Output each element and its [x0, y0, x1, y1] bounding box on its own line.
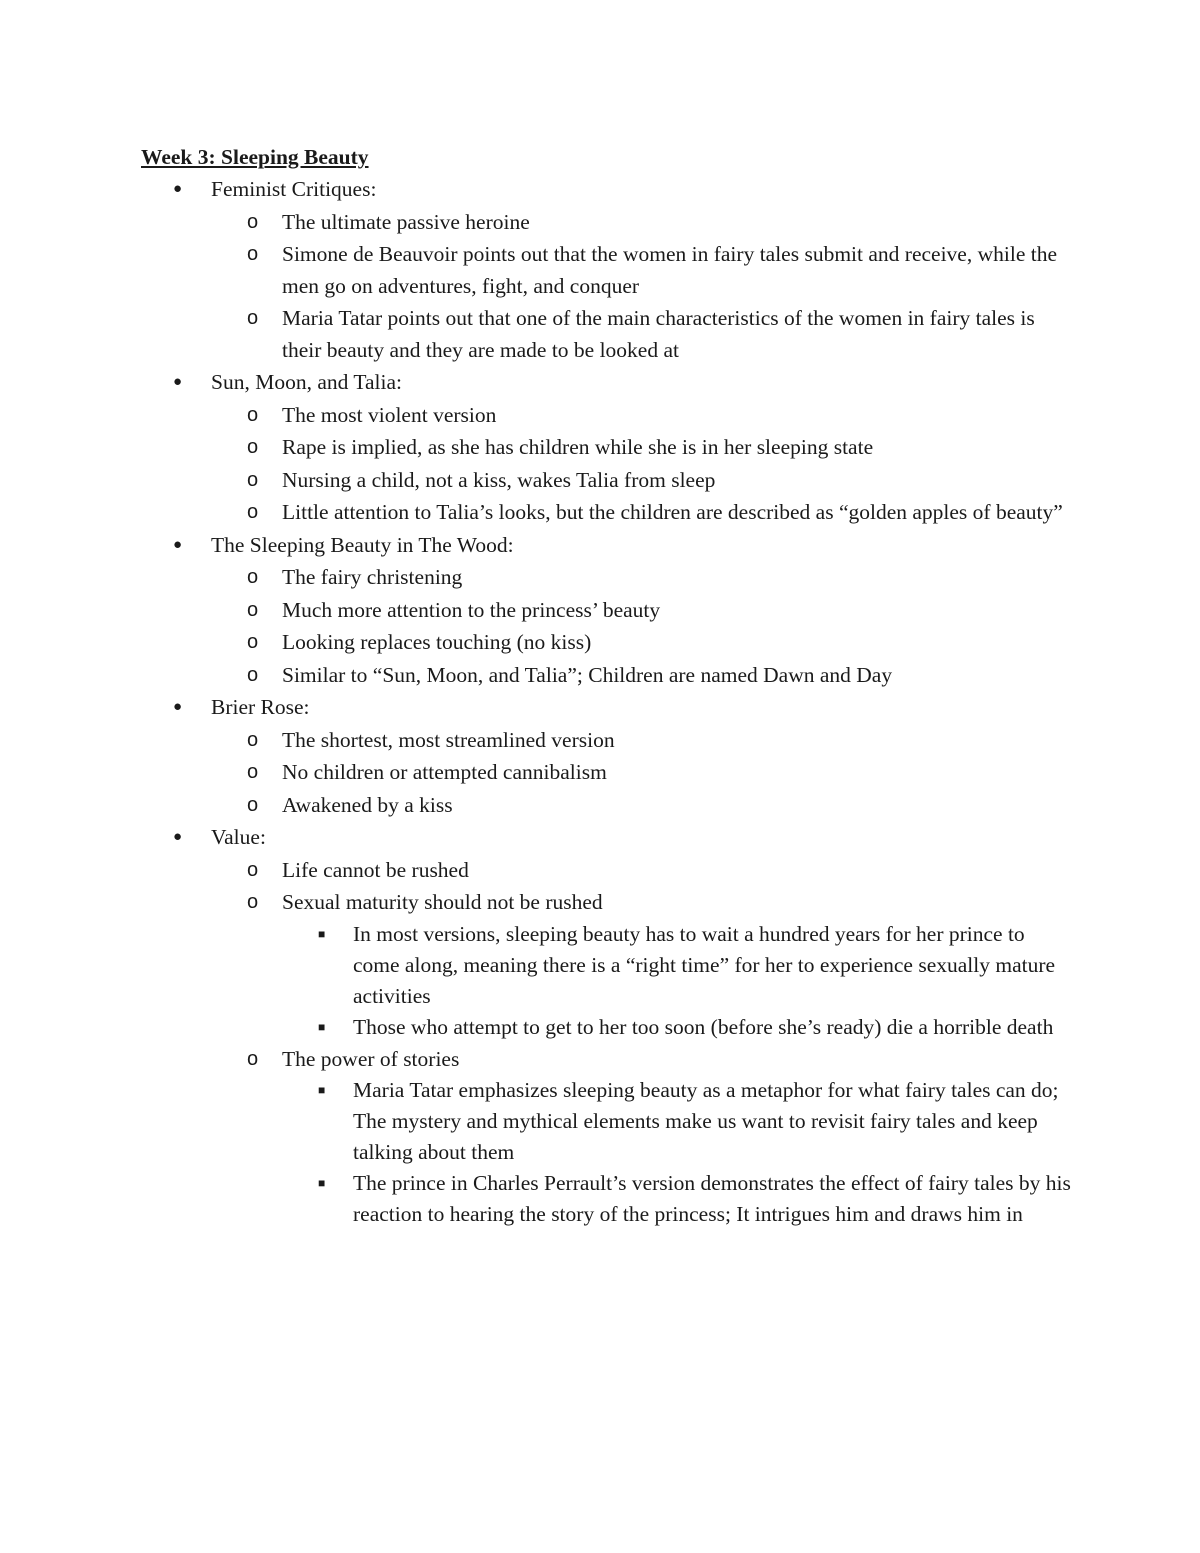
sub-list: [141, 725, 1071, 822]
section-item: [141, 692, 1071, 821]
sub-item-text: Maria Tatar points out that one of the main characteristics of the women in fairy tales is their beauty and they are made to be looked at: [282, 306, 1035, 362]
sub-item-text: The ultimate passive heroine: [282, 209, 530, 234]
subsub-item-text: The prince in Charles Perrault’s version demonstrates the effect of fairy tales by his reaction to hearing the story of the princess; It intrigues him and draws him in: [353, 1171, 1071, 1226]
sub-item: [211, 465, 1071, 497]
section-item: [141, 530, 1071, 692]
bullet-icon: ●: [173, 829, 183, 845]
subsub-list: [211, 919, 1071, 1043]
square-bullet-icon: ■: [318, 926, 326, 941]
circle-bullet-icon: o: [247, 501, 259, 523]
bullet-icon: ●: [173, 536, 183, 553]
circle-bullet-icon: o: [247, 436, 259, 458]
sub-item-text: The shortest, most streamlined version: [282, 727, 615, 752]
square-bullet-icon: ■: [318, 1019, 326, 1034]
sub-item: [211, 887, 1071, 1043]
subsub-item-text: Those who attempt to get to her too soon (before she’s ready) die a horrible death: [353, 1014, 1054, 1039]
sub-item: [211, 207, 1071, 239]
subsub-item-text: In most versions, sleeping beauty has to wait a hundred years for her prince to come along, meaning there is a “right time” for her to experience sexually mature activities: [353, 921, 1056, 1008]
circle-bullet-icon: o: [247, 403, 259, 426]
section-label: Feminist Critiques:: [211, 177, 377, 201]
sub-item-text: The fairy christening: [282, 565, 463, 589]
sub-item: [211, 660, 1071, 692]
circle-bullet-icon: o: [247, 566, 259, 588]
bullet-icon: ●: [173, 374, 183, 390]
section-item: [141, 367, 1071, 529]
sub-item: [211, 757, 1071, 789]
sub-item-text: Much more attention to the princess’ beauty: [282, 597, 661, 622]
sub-item: [211, 400, 1071, 432]
sub-item: [211, 790, 1071, 822]
circle-bullet-icon: o: [247, 468, 259, 491]
sub-item: [211, 432, 1071, 464]
bullet-icon: ●: [173, 699, 183, 715]
section-label: The Sleeping Beauty in The Wood:: [211, 532, 514, 557]
sub-item: [211, 303, 1071, 366]
sub-list: [141, 562, 1071, 691]
sub-item-text: Similar to “Sun, Moon, and Talia”; Children are named Dawn and Day: [282, 662, 893, 687]
document-title: Week 3: Sleeping Beauty: [141, 145, 369, 169]
subsub-item: [282, 1075, 1071, 1168]
sub-item-text: Awakened by a kiss: [282, 792, 453, 817]
circle-bullet-icon: o: [247, 891, 259, 913]
section-label: Sun, Moon, and Talia:: [211, 370, 402, 394]
sub-item-text: The power of stories: [282, 1046, 460, 1071]
sub-list: [141, 855, 1071, 1231]
subsub-item: [282, 1012, 1071, 1043]
section-label: Value:: [211, 825, 266, 849]
sub-item: [211, 855, 1071, 887]
square-bullet-icon: ■: [318, 1176, 326, 1190]
section-item: [141, 822, 1071, 1230]
sub-item-text: Simone de Beauvoir points out that the women in fairy tales submit and receive, while the men go on adventures, fight, and conquer: [282, 242, 1058, 298]
circle-bullet-icon: o: [247, 728, 259, 751]
sub-list: [141, 400, 1071, 529]
circle-bullet-icon: o: [247, 631, 259, 653]
subsub-item: [282, 919, 1071, 1012]
sub-item-text: The most violent version: [282, 402, 497, 427]
sub-item: [211, 595, 1071, 627]
circle-bullet-icon: o: [247, 663, 259, 686]
circle-bullet-icon: o: [247, 793, 259, 816]
square-bullet-icon: ■: [318, 1083, 326, 1097]
sub-item-text: Rape is implied, as she has children while she is in her sleeping state: [282, 435, 874, 459]
subsub-list: [211, 1075, 1071, 1230]
bullet-icon: ●: [173, 181, 183, 197]
circle-bullet-icon: o: [247, 243, 259, 265]
sub-item: [211, 627, 1071, 659]
circle-bullet-icon: o: [247, 210, 259, 233]
sub-item: [211, 1044, 1071, 1231]
circle-bullet-icon: o: [247, 858, 259, 881]
sub-item: [211, 497, 1071, 529]
sub-item: [211, 239, 1071, 302]
sub-item-text: Sexual maturity should not be rushed: [282, 890, 603, 914]
circle-bullet-icon: o: [247, 1047, 259, 1070]
section-label: Brier Rose:: [211, 695, 310, 719]
circle-bullet-icon: o: [247, 307, 259, 329]
sub-item: [211, 562, 1071, 594]
sub-item-text: Nursing a child, not a kiss, wakes Talia from sleep: [282, 467, 716, 492]
subsub-item: [282, 1168, 1071, 1230]
sub-item-text: Life cannot be rushed: [282, 857, 469, 882]
sub-list: [141, 207, 1071, 367]
circle-bullet-icon: o: [247, 761, 259, 783]
outline-list: [141, 174, 1071, 1230]
sub-item: [211, 725, 1071, 757]
section-item: [141, 174, 1071, 366]
circle-bullet-icon: o: [247, 598, 259, 621]
sub-item-text: Little attention to Talia’s looks, but the children are described as “golden apples of beauty”: [282, 500, 1063, 524]
sub-item-text: Looking replaces touching (no kiss): [282, 630, 592, 654]
document-page: [141, 143, 1071, 1230]
sub-item-text: No children or attempted cannibalism: [282, 760, 607, 784]
subsub-item-text: Maria Tatar emphasizes sleeping beauty as a metaphor for what fairy tales can do; The mystery and mythical elements make us want to revisit fairy tales and keep talking about them: [353, 1078, 1059, 1164]
